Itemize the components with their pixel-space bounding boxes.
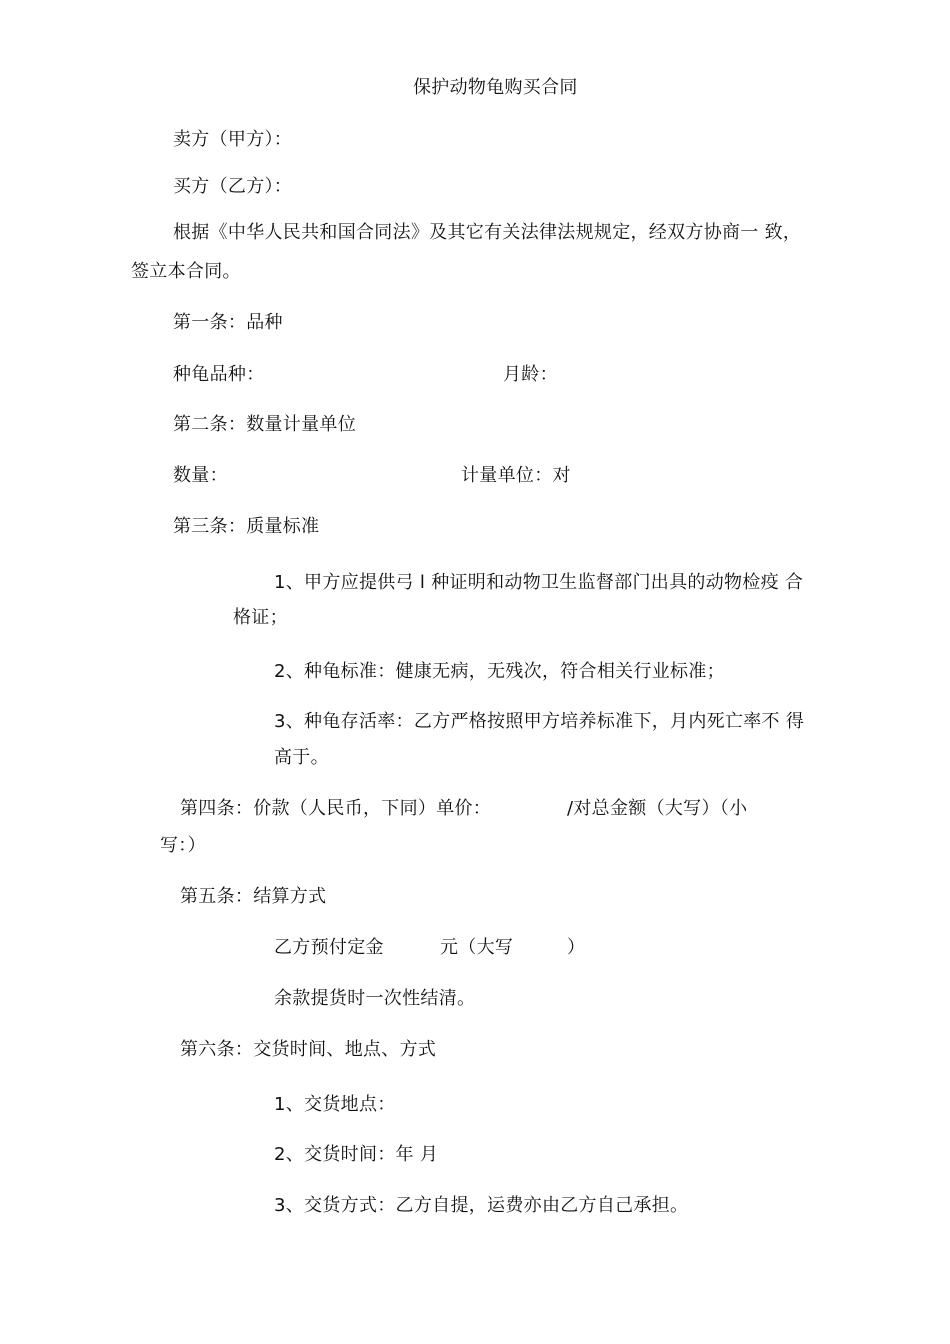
article-4-total: /对总金额（大写）（小 [567, 798, 748, 819]
delivery-place: 1、交货地点： [274, 1094, 396, 1115]
preamble-line-2: 签立本合同。 [131, 261, 241, 282]
quantity-label: 数量： [173, 465, 228, 486]
document-title: 保护动物龟购买合同 [413, 77, 578, 98]
balance-line: 余款提货时一次性结清。 [274, 988, 476, 1009]
article-4-heading: 第四条：价款（人民币，下同）单价： [180, 798, 492, 819]
seller-line: 卖方（甲方）： [173, 129, 293, 150]
deposit-unit: 元（大写 [440, 937, 514, 958]
buyer-line: 买方（乙方）： [173, 176, 293, 197]
article-4-line-2: 写：） [160, 835, 206, 856]
article-3-item-1-line-1: 1、甲方应提供弓 l 种证明和动物卫生监督部门出具的动物检疫 合 [274, 572, 804, 593]
deposit-close: ） [567, 937, 586, 958]
article-3-item-2: 2、种龟标准：健康无病，无残次，符合相关行业标准； [274, 661, 725, 682]
article-3-heading: 第三条：质量标准 [173, 516, 320, 537]
breed-label: 种龟品种： [173, 364, 265, 385]
article-1-heading: 第一条：品种 [173, 312, 283, 333]
article-6-heading: 第六条：交货时间、地点、方式 [180, 1039, 437, 1060]
delivery-time: 2、交货时间：年 月 [274, 1144, 439, 1165]
deposit-label: 乙方预付定金 [274, 937, 384, 958]
age-label: 月龄： [503, 364, 558, 385]
article-3-item-3-line-1: 3、种龟存活率：乙方严格按照甲方培养标准下，月内死亡率不 得 [274, 711, 805, 732]
article-3-item-3-line-2: 高于。 [274, 747, 329, 768]
delivery-method: 3、交货方式：乙方自提，运费亦由乙方自己承担。 [274, 1195, 689, 1216]
preamble-line-1: 根据《中华人民共和国合同法》及其它有关法律法规规定，经双方协商一 致， [173, 222, 802, 243]
unit-label: 计量单位：对 [461, 465, 571, 486]
article-5-heading: 第五条：结算方式 [180, 886, 327, 907]
article-3-item-1-line-2: 格证； [233, 607, 288, 628]
article-2-heading: 第二条：数量计量单位 [173, 414, 356, 435]
